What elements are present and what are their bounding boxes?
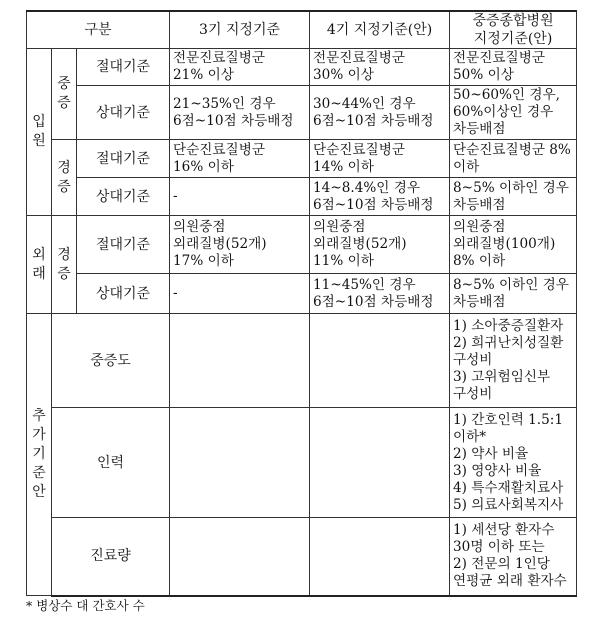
table-row xyxy=(27,140,577,178)
group-additional-char: 기 xyxy=(32,446,46,462)
subgroup-mild xyxy=(52,140,77,216)
cell-3rd xyxy=(170,216,310,274)
cell-3rd xyxy=(170,140,310,178)
table-row xyxy=(27,314,577,408)
cell-line: 60%이상인 경우 xyxy=(453,104,554,120)
header-col5-line2: 지정기준(안) xyxy=(473,31,553,47)
group-inpatient xyxy=(27,49,52,216)
cell-line: 전문진료질병군 xyxy=(453,50,545,66)
cell-line: 차등배점 xyxy=(453,196,506,213)
header-col5-line1: 중증종합병원 xyxy=(472,13,554,29)
cell-line: 8% 이하 xyxy=(453,253,506,269)
cell-line: - xyxy=(173,188,178,204)
cell-line: 30명 이하 또는 xyxy=(453,539,545,556)
row-label: 절대기준 xyxy=(77,49,170,86)
cell-line: 11~45%인 경우 xyxy=(313,276,416,293)
cell-line: 외래질병(52개) xyxy=(313,236,407,252)
group-additional-char: 가 xyxy=(32,427,46,443)
header-row xyxy=(27,11,577,49)
cell-line: 30% 이상 xyxy=(313,67,374,83)
cell-line: 구성비 xyxy=(453,352,493,368)
cell-line: 17% 이하 xyxy=(173,253,234,269)
cell-severe-hospital xyxy=(450,178,577,216)
cell-4th xyxy=(310,216,450,274)
table-row xyxy=(27,86,577,140)
cell-severe-hospital xyxy=(450,140,577,178)
header-category: 구분 xyxy=(27,11,170,49)
footnote: * 병상수 대 간호사 수 xyxy=(26,598,145,613)
row-label-staff: 인력 xyxy=(52,408,170,518)
cell-line: 연평균 외래 환자수 xyxy=(453,573,567,590)
cell-line: 50% 이상 xyxy=(453,67,514,83)
cell-line: 6점~10점 차등배정 xyxy=(313,196,434,213)
cell-severe-hospital xyxy=(450,86,577,140)
cell-severe-hospital xyxy=(450,408,577,518)
table-row xyxy=(27,216,577,274)
cell-line: 2) 희귀난치성질환 xyxy=(453,335,564,351)
row-label-volume: 진료량 xyxy=(52,518,170,596)
cell-line: 의원중점 xyxy=(173,219,226,235)
cell-line: 의원중점 xyxy=(453,219,506,235)
cell-line: 11% 이하 xyxy=(313,253,374,269)
cell-4th xyxy=(310,49,450,86)
group-outpatient-char: 래 xyxy=(32,265,46,282)
cell-line: 50~60%인 경우, xyxy=(453,87,560,103)
cell-3rd xyxy=(170,86,310,140)
header-col3: 3기 지정기준 xyxy=(170,11,310,49)
subgroup-severe-char: 증 xyxy=(57,95,71,111)
cell-line: 21% 이상 xyxy=(173,67,234,83)
cell-line: 구성비 xyxy=(453,386,493,402)
cell-4th-empty xyxy=(310,518,450,596)
cell-line: 30~44%인 경우 xyxy=(313,95,416,112)
cell-line: 1) 소아중증질환자 xyxy=(453,318,564,334)
cell-3rd-empty xyxy=(170,408,310,518)
cell-line: 6점~10점 차등배정 xyxy=(173,112,294,129)
cell-line: 차등배점 xyxy=(453,121,506,137)
row-label-severity: 중증도 xyxy=(52,314,170,408)
cell-line: - xyxy=(173,285,178,301)
cell-line: 전문진료질병군 xyxy=(173,50,265,66)
table-row xyxy=(27,518,577,596)
cell-line: 21~35%인 경우 xyxy=(173,95,276,112)
cell-3rd xyxy=(170,274,310,314)
header-col5 xyxy=(450,11,577,49)
cell-line: 8~5% 이하인 경우 xyxy=(453,179,569,196)
subgroup-mild-char: 경 xyxy=(57,246,71,263)
group-additional-char: 준 xyxy=(32,465,46,481)
cell-line: 6점~10점 차등배정 xyxy=(313,112,434,129)
subgroup-mild-outpatient xyxy=(52,216,77,314)
cell-severe-hospital xyxy=(450,49,577,86)
criteria-table-wrapper xyxy=(26,10,577,597)
cell-line: 5) 의료사회복지사 xyxy=(453,496,564,513)
cell-line: 3) 고위험임신부 xyxy=(453,369,551,385)
cell-line: 4) 특수재활치료사 xyxy=(453,479,564,496)
cell-4th xyxy=(310,178,450,216)
group-additional-char: 안 xyxy=(32,484,46,500)
group-additional-char: 추 xyxy=(32,408,46,424)
cell-4th xyxy=(310,140,450,178)
group-inpatient-char: 원 xyxy=(32,133,46,149)
row-label: 상대기준 xyxy=(77,274,170,314)
subgroup-mild-char: 경 xyxy=(57,159,71,176)
cell-line: 2) 전문의 1인당 xyxy=(453,556,550,573)
table-row xyxy=(27,408,577,518)
cell-line: 14% 이하 xyxy=(313,158,374,175)
group-outpatient-char: 외 xyxy=(32,246,46,263)
cell-severe-hospital xyxy=(450,274,577,314)
cell-line: 이하 xyxy=(453,158,480,175)
cell-3rd xyxy=(170,49,310,86)
cell-line: 의원중점 xyxy=(313,219,366,235)
cell-3rd xyxy=(170,178,310,216)
cell-line: 외래질병(52개) xyxy=(173,236,267,252)
subgroup-mild-char: 증 xyxy=(57,178,71,195)
cell-severe-hospital xyxy=(450,314,577,408)
row-label: 상대기준 xyxy=(77,86,170,140)
cell-4th-empty xyxy=(310,314,450,408)
cell-line: 16% 이하 xyxy=(173,158,234,175)
header-col4: 4기 지정기준(안) xyxy=(310,11,450,49)
cell-line: 8~5% 이하인 경우 xyxy=(453,276,569,293)
subgroup-severe-char: 중 xyxy=(57,76,71,92)
cell-line: 차등배점 xyxy=(453,293,506,310)
cell-severe-hospital xyxy=(450,216,577,274)
cell-line: 외래질병(100개) xyxy=(453,236,556,252)
subgroup-severe xyxy=(52,49,77,140)
cell-3rd-empty xyxy=(170,314,310,408)
cell-4th-empty xyxy=(310,408,450,518)
cell-line: 이하* xyxy=(453,428,487,445)
row-label: 절대기준 xyxy=(77,216,170,274)
cell-line: 1) 세션당 환자수 xyxy=(453,522,555,539)
group-inpatient-char: 입 xyxy=(32,114,46,130)
cell-line: 1) 간호인력 1.5:1 xyxy=(453,411,563,428)
cell-line: 2) 약사 비율 xyxy=(453,445,529,462)
cell-severe-hospital xyxy=(450,518,577,596)
group-outpatient xyxy=(27,216,52,314)
criteria-table xyxy=(26,10,577,597)
cell-4th xyxy=(310,86,450,140)
cell-line: 단순진료질병군 xyxy=(173,141,265,158)
cell-line: 단순진료질병군 xyxy=(313,141,405,158)
cell-line: 6점~10점 차등배정 xyxy=(313,293,434,310)
table-row xyxy=(27,274,577,314)
cell-line: 3) 영양사 비율 xyxy=(453,462,542,479)
table-row xyxy=(27,178,577,216)
cell-line: 단순진료질병군 8% xyxy=(453,141,571,158)
row-label: 절대기준 xyxy=(77,140,170,178)
subgroup-mild-char: 증 xyxy=(57,265,71,282)
cell-3rd-empty xyxy=(170,518,310,596)
cell-line: 전문진료질병군 xyxy=(313,50,405,66)
cell-4th xyxy=(310,274,450,314)
table-row xyxy=(27,49,577,86)
group-additional xyxy=(27,314,52,596)
cell-line: 14~8.4%인 경우 xyxy=(313,179,420,196)
row-label: 상대기준 xyxy=(77,178,170,216)
